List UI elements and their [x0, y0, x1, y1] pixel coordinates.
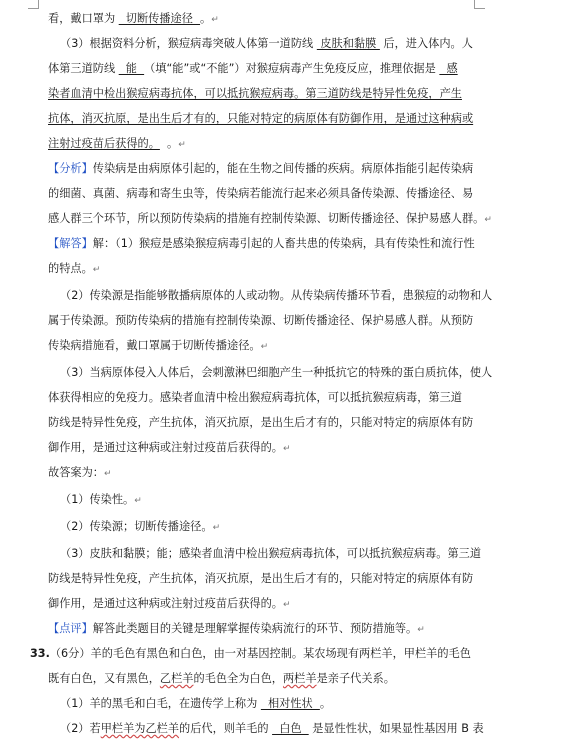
- section-tag: 【分析】: [48, 162, 93, 175]
- answer-blank: 染者血清中检出猴痘病毒抗体，可以抵抗猴痘病毒。第三道防线是特异性免疫，产生: [48, 87, 462, 100]
- text-line: [0, 285, 563, 307]
- text-run: 的特点。: [48, 262, 93, 275]
- text-run: 故答案为：: [48, 466, 104, 479]
- answer-blank: 白色: [272, 722, 309, 735]
- paragraph-mark: ↵: [211, 15, 219, 25]
- text-run: 是亲子代关系。: [316, 672, 395, 685]
- paragraph-mark: ↵: [92, 265, 101, 275]
- text-run: （3）皮肤和黏膜；能；感染者血清中检出猴痘病毒抗体，可以抵抗猴痘病毒。第三道: [60, 547, 482, 560]
- text-line: [0, 618, 563, 640]
- paragraph-mark: ↵: [178, 140, 186, 150]
- text-line: [0, 643, 563, 665]
- text-line: [0, 108, 563, 130]
- text-run: 。: [159, 137, 179, 150]
- text-line: [0, 83, 563, 105]
- text-run: 御作用，是通过这种病或注射过疫苗后获得的。: [48, 597, 283, 610]
- answer-blank: 皮肤和黏膜: [316, 37, 380, 50]
- text-line: [0, 335, 563, 357]
- question-number: 33.: [30, 647, 50, 660]
- text-run: 体获得相应的免疫力。感染者血清中检出猴痘病毒抗体，可以抵抗猴痘病毒，第三道: [48, 391, 462, 404]
- spellcheck-underline: 两栏羊: [282, 672, 317, 685]
- text-line: [0, 258, 563, 280]
- text-line: [0, 158, 563, 180]
- text-run: 后，进入体内。人: [379, 37, 473, 50]
- paragraph-mark: ↵: [134, 496, 142, 506]
- text-line: [0, 58, 563, 80]
- text-line: [0, 233, 563, 255]
- text-run: （3）当病原体侵入人体后，会刺激淋巴细胞产生一种抵抗它的特殊的蛋白质抗体，使人: [60, 366, 493, 379]
- paragraph-mark: ↵: [282, 444, 291, 454]
- text-run: 防线是特异性免疫，产生抗体，消灭抗原，是出生后才有的，只能对特定的病原体有防: [48, 416, 474, 429]
- text-line: [0, 362, 563, 384]
- text-run: 是显性性状，如果显性基因用 B 表: [308, 722, 484, 735]
- text-line: [0, 543, 563, 565]
- text-line: [0, 412, 563, 434]
- text-run: （2）传染源；切断传播途径。: [60, 520, 213, 533]
- spellcheck-underline: 乙栏羊: [159, 672, 194, 685]
- text-line: [0, 437, 563, 459]
- text-line: [0, 462, 563, 484]
- text-run: 。: [200, 12, 212, 25]
- paragraph-mark: ↵: [282, 600, 291, 610]
- text-run: （1）羊的黑毛和白毛，在遗传学上称为: [60, 697, 261, 710]
- text-run: 解答此类题目的关键是理解掌握传染病流行的环节、预防措施等。: [92, 622, 418, 635]
- paragraph-mark: ↵: [417, 625, 425, 635]
- text-run: （2）传染源是指能够散播病原体的人或动物。从传染病传播环节看，患猴痘的动物和人: [60, 289, 493, 302]
- text-line: [0, 310, 563, 332]
- text-line: [0, 516, 563, 538]
- text-line: [0, 489, 563, 511]
- paragraph-mark: ↵: [103, 469, 112, 479]
- text-run: 传染病措施看，戴口罩属于切断传播途径。: [48, 339, 261, 352]
- answer-blank: 抗体，消灭抗原，是出生后才有的，只能对特定的病原体有防御作用，是通过这种病或: [48, 112, 474, 125]
- paragraph-mark: ↵: [212, 523, 221, 533]
- text-line: [0, 183, 563, 205]
- text-run: （填“能”或“不能”）对猴痘病毒产生免疫反应，推理依据是: [144, 62, 440, 75]
- text-line: [0, 718, 563, 740]
- section-tag: 【点评】: [48, 622, 93, 635]
- answer-blank: 感: [439, 62, 458, 75]
- text-run: 解：（1）猴痘是感染猴痘病毒引起的人畜共患的传染病，具有传染性和流行性: [92, 237, 475, 250]
- text-run: 属于传染源。预防传染病的措施有控制传染源、切断传播途径、保护易感人群。从预防: [48, 314, 474, 327]
- text-run: 御作用，是通过这种病或注射过疫苗后获得的。: [48, 441, 283, 454]
- answer-blank: 注射过疫苗后获得的。: [48, 137, 160, 150]
- text-run: 看，戴口罩为: [48, 12, 119, 25]
- text-line: [0, 593, 563, 615]
- text-line: [0, 208, 563, 230]
- section-tag: 【解答】: [48, 237, 93, 250]
- text-run: 的细菌、真菌、病毒和寄生虫等，传染病若能流行起来必须具备传染源、传播途径、易: [48, 187, 474, 200]
- text-line: [0, 133, 563, 155]
- text-run: 的后代，则羊毛的: [179, 722, 273, 735]
- text-line: [0, 568, 563, 590]
- text-run: 感人群三个环节，所以预防传染病的措施有控制传染源、切断传播途径、保护易感人群。: [48, 212, 485, 225]
- text-run: （3）根据资料分析，猴痘病毒突破人体第一道防线: [60, 37, 317, 50]
- text-line: [0, 33, 563, 55]
- spellcheck-underline: 甲栏羊为乙栏羊: [100, 722, 180, 735]
- answer-blank: 切断传播途径: [118, 12, 201, 25]
- text-run: 体第三道防线: [48, 62, 119, 75]
- text-run: （1）传染性。: [60, 493, 135, 506]
- text-line: [0, 8, 563, 30]
- answer-blank: 相对性状: [260, 697, 320, 710]
- text-line: [0, 387, 563, 409]
- text-line: [0, 693, 563, 715]
- text-run: （2）若: [60, 722, 101, 735]
- text-run: 。: [319, 697, 332, 710]
- text-run: 传染病是由病原体引起的，能在生物之间传播的疾病。病原体指能引起传染病: [92, 162, 474, 175]
- text-run: 的毛色全为白色，: [193, 672, 283, 685]
- text-run: 防线是特异性免疫，产生抗体，消灭抗原，是出生后才有的，只能对特定的病原体有防: [48, 572, 474, 585]
- paragraph-mark: ↵: [260, 342, 269, 352]
- text-line: [0, 668, 563, 690]
- paragraph-mark: ↵: [484, 215, 492, 225]
- answer-blank: 能: [118, 62, 145, 75]
- text-run: 既有白色，又有黑色，: [48, 672, 160, 685]
- text-run: （6分）羊的毛色有黑色和白色，由一对基因控制。某农场现有两栏羊，甲栏羊的毛色: [49, 647, 471, 660]
